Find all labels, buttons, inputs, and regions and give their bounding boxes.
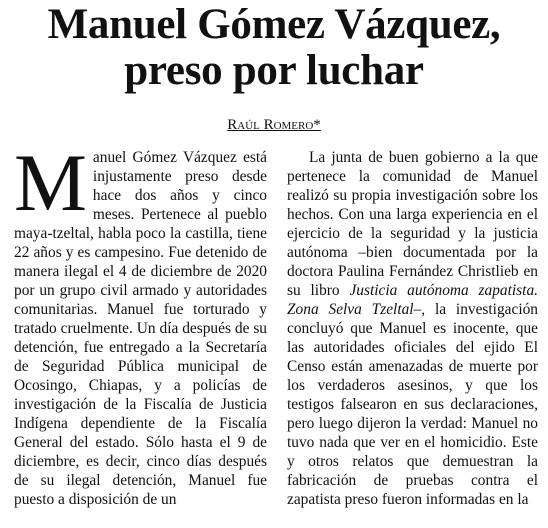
author-byline[interactable]: Raúl Romero* — [227, 117, 321, 133]
article-column-right — [287, 148, 538, 509]
article-column-left — [14, 137, 267, 509]
paragraph-2-text-b: –, la investigación concluyó que Manuel es inocente, que las autoridades oficiales del ejido El Censo están amenazadas de muerte por los verdaderos asesinos, y que los testigos falsearon en sus declaraciones, pero luego dijeron la verdad: Manuel no tuvo nada que ver en el homicidio. Este y otros relatos que demuestran la fabricación de pruebas contra el zapatista preso fueron informadas en la — [287, 301, 538, 508]
paragraph-2 — [287, 148, 538, 509]
headline-line-1: Manuel Gómez Vázquez, — [47, 1, 501, 48]
paragraph-1-text: anuel Gómez Vázquez está injustamente preso desde hace dos años y cinco meses. Pertenece al pueblo maya-tzeltal, habla poco la castilla, tiene 22 años y es campesino. Fue detenido de manera ilegal el 4 de diciembre de 2020 por un grupo civil armado y autoridades comunitarias. Manuel fue torturado y tratado cruelmente. Un día después de su detención, fue entregado a la Secretaría de Seguridad Pública municipal de Ocosingo, Chiapas, y a policías de investigación de la Fiscalía de Justicia Indígena dependiente de la Fiscalía General del estado. Sólo hasta el 9 de diciembre, es decir, cinco días después de su ilegal detención, Manuel fue puesto a disposición de un — [14, 149, 267, 508]
drop-cap: M — [14, 137, 87, 228]
book-title: Justicia autónoma zapatista. Zona Selva Tzeltal — [287, 282, 538, 318]
article-headline — [0, 2, 548, 94]
paragraph-1 — [14, 137, 267, 509]
paragraph-2-text-a: La junta de buen gobierno a la que pertenece la comunidad de Manuel realizó su propia investigación sobre los hechos. Con una larga experiencia en el ejercicio de la seguridad y la justicia autónoma –bien documentada por la doctora Paulina Fernández Christlieb en su libro — [287, 149, 538, 299]
headline-line-2: preso por luchar — [124, 47, 424, 94]
